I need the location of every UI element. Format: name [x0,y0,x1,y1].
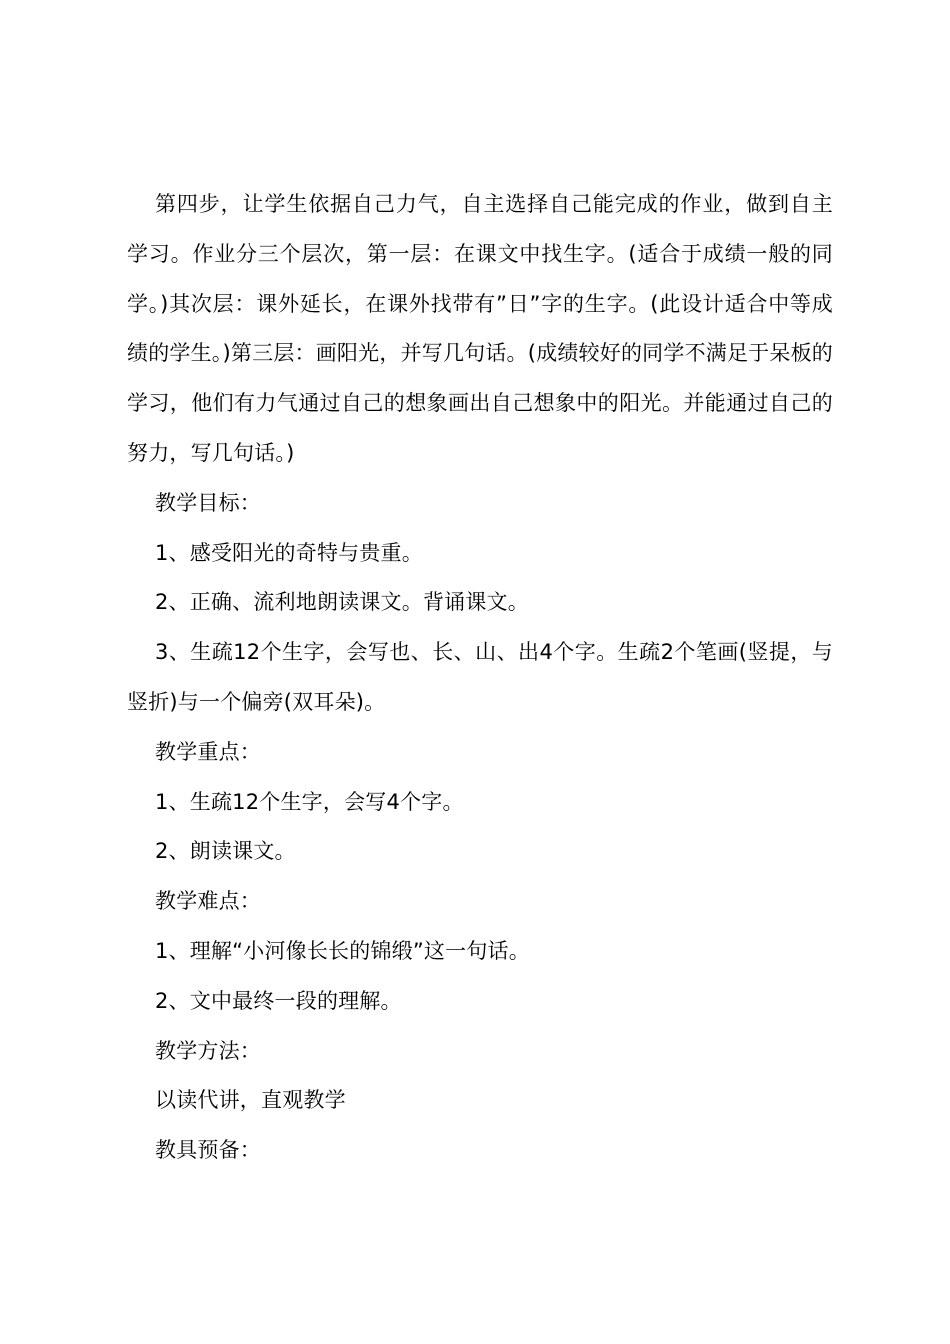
difficulty-item-2: 2、文中最终一段的理解。 [155,988,402,1013]
goal-item-3: 3、生疏12个生字，会写也、长、山、出4个字。生疏2个笔画(竖提，与竖折)与一个偏旁(双耳朵)。 [127,640,833,714]
document-body [127,180,833,1176]
difficulty-item-1: 1、理解“小河像长长的锦缎”这一句话。 [155,938,530,963]
heading-teaching-goals: 教学目标： [155,490,261,515]
heading-teaching-methods: 教学方法： [155,1038,261,1063]
focus-item-2: 2、朗读课文。 [155,839,296,864]
focus-item-1: 1、生疏12个生字，会写4个字。 [155,789,464,814]
goal-item-1: 1、感受阳光的奇特与贵重。 [155,540,423,565]
goal-item-2: 2、正确、流利地朗读课文。背诵课文。 [155,590,529,615]
paragraph-step-four: 第四步，让学生依据自己力气，自主选择自己能完成的作业，做到自主学习。作业分三个层次，第一层：在课文中找生字。(适合于成绩一般的同学。)其次层：课外延长，在课外找带有”日”字的生字。(此设计适合中等成绩的学生。)第三层：画阳光，并写几句话。(成绩较好的同学不满足于呆板的学习，他们有力气通过自己的想象画出自己想象中的阳光。并能通过自己的努力，写几句话。) [127,192,833,465]
heading-teaching-aids: 教具预备： [155,1138,261,1163]
methods-text: 以读代讲，直观教学 [155,1088,346,1113]
heading-teaching-focus: 教学重点： [155,739,261,764]
heading-teaching-difficulties: 教学难点： [155,889,261,914]
